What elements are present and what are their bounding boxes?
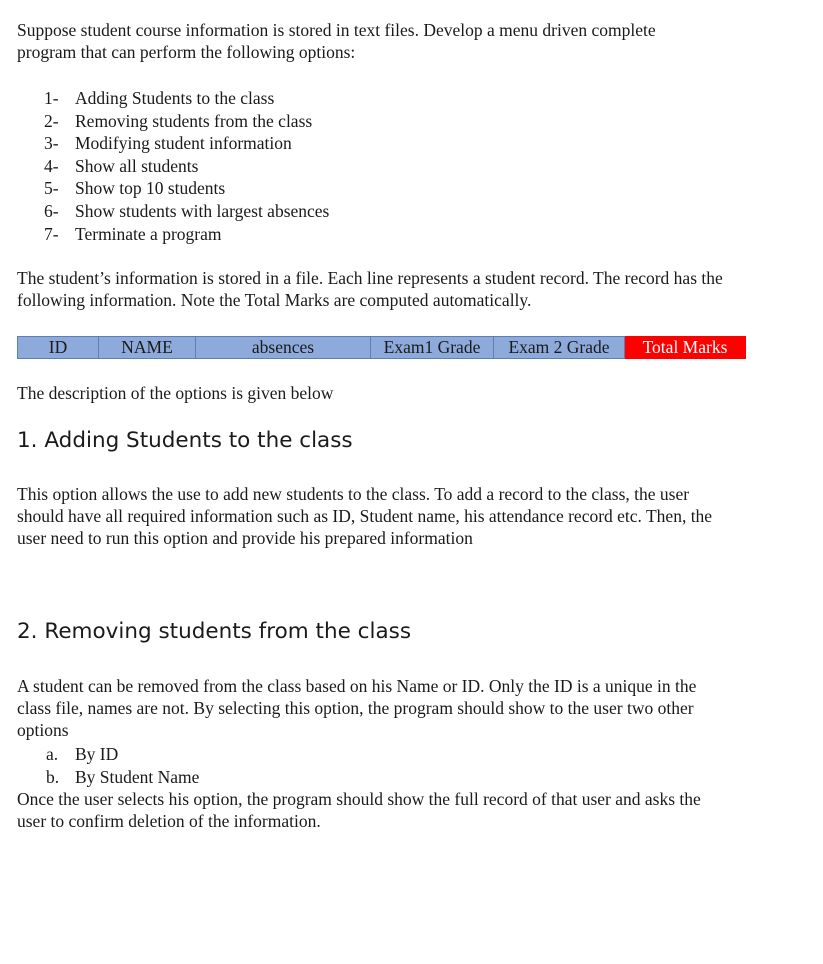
field-total-marks: Total Marks	[625, 337, 746, 359]
field-name: NAME	[99, 337, 196, 359]
menu-option-number: 6-	[44, 200, 59, 221]
removal-option-label: By Student Name	[75, 766, 200, 787]
removal-option-letter: b.	[46, 766, 60, 787]
field-absences: absences	[196, 337, 371, 359]
menu-option	[44, 132, 329, 155]
section-2-after: Once the user selects his option, the program should show the full record of that user and asks the user to confirm deletion of the information.	[17, 789, 701, 831]
menu-option-number: 3-	[44, 133, 59, 154]
menu-option-number: 5-	[44, 178, 59, 199]
menu-option-label: Modifying student information	[75, 133, 292, 154]
record-format-table	[17, 336, 746, 359]
menu-option	[44, 110, 329, 133]
menu-option-label: Show top 10 students	[75, 178, 226, 199]
menu-options-list	[44, 87, 329, 245]
menu-option	[44, 155, 329, 178]
removal-option	[46, 766, 199, 789]
table-row	[18, 337, 746, 359]
menu-option-number: 2-	[44, 110, 59, 131]
menu-option-number: 4-	[44, 155, 59, 176]
menu-option-label: Show all students	[75, 155, 199, 176]
menu-option-label: Show students with largest absences	[75, 200, 330, 221]
menu-option-label: Adding Students to the class	[75, 88, 275, 108]
menu-option	[44, 200, 329, 223]
menu-option-label: Terminate a program	[75, 223, 222, 244]
field-exam2: Exam 2 Grade	[494, 337, 625, 359]
menu-option-number: 7-	[44, 223, 59, 244]
description-intro: The description of the options is given below	[17, 383, 334, 403]
intro-paragraph: Suppose student course information is stored in text files. Develop a menu driven complete program that can perform the following options:	[17, 20, 656, 62]
removal-options-list	[46, 743, 199, 788]
field-exam1: Exam1 Grade	[371, 337, 494, 359]
section-2-heading: 2. Removing students from the class	[17, 619, 412, 644]
menu-option	[44, 87, 329, 110]
record-intro-paragraph: The student’s information is stored in a file. Each line represents a student record. The record has the following information. Note the Total Marks are computed automatically.	[17, 268, 723, 310]
menu-option	[44, 223, 329, 246]
section-2-body: A student can be removed from the class based on his Name or ID. Only the ID is a unique in the class file, names are not. By selecting this option, the program should show to the user two other options	[17, 676, 697, 740]
removal-option-label: By ID	[75, 744, 119, 764]
menu-option	[44, 177, 329, 200]
section-1-heading: 1. Adding Students to the class	[17, 428, 353, 453]
menu-option-number: 1-	[44, 88, 59, 108]
section-1-body: This option allows the use to add new students to the class. To add a record to the class, the user should have all required information such as ID, Student name, his attendance record etc. Then, the user need to run this option and provide his prepared information	[17, 484, 713, 548]
field-id: ID	[18, 337, 99, 359]
removal-option	[46, 743, 199, 766]
removal-option-letter: a.	[46, 744, 59, 764]
menu-option-label: Removing students from the class	[75, 110, 313, 131]
